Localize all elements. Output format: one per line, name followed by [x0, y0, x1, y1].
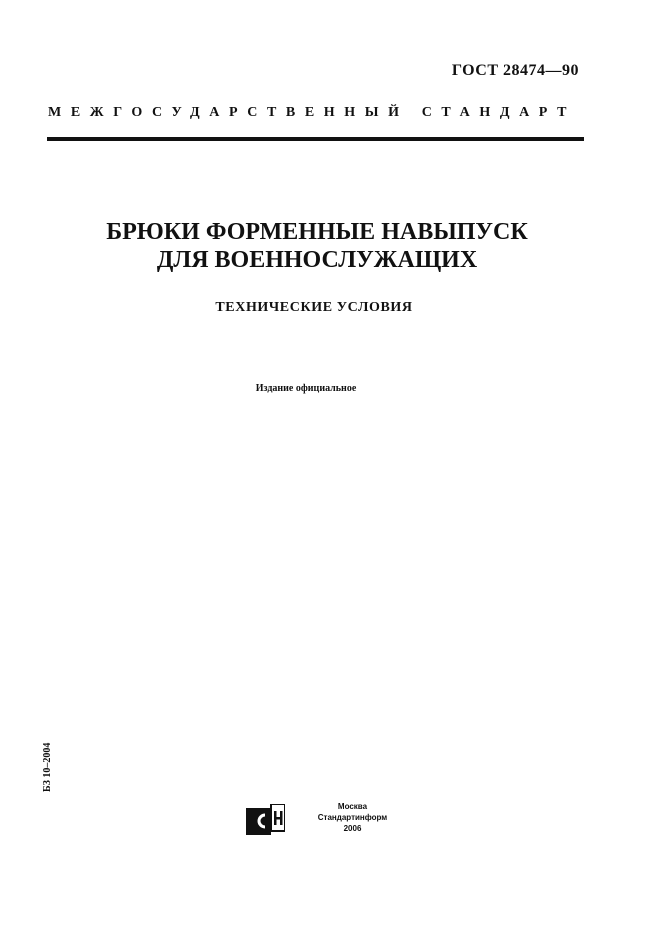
interstate-standard-label: МЕЖГОСУДАРСТВЕННЫЙ СТАНДАРТ — [48, 105, 577, 120]
publisher-name: Стандартинформ — [317, 813, 388, 822]
publisher-imprint — [305, 801, 400, 834]
side-code: БЗ 10–2004 — [42, 742, 53, 792]
document-subtitle: ТЕХНИЧЕСКИЕ УСЛОВИЯ — [215, 300, 413, 315]
publisher-city: Москва — [337, 802, 368, 811]
title-line-2: ДЛЯ ВОЕННОСЛУЖАЩИХ — [156, 247, 478, 273]
official-edition-label: Издание официальное — [255, 383, 357, 394]
document-title — [0, 218, 634, 274]
gost-number: ГОСТ 28474—90 — [451, 62, 579, 79]
title-line-1: БРЮКИ ФОРМЕННЫЕ НАВЫПУСК — [106, 219, 528, 245]
publisher-year: 2006 — [343, 824, 362, 833]
standartinform-logo-icon — [246, 804, 285, 835]
header-rule — [47, 137, 584, 141]
